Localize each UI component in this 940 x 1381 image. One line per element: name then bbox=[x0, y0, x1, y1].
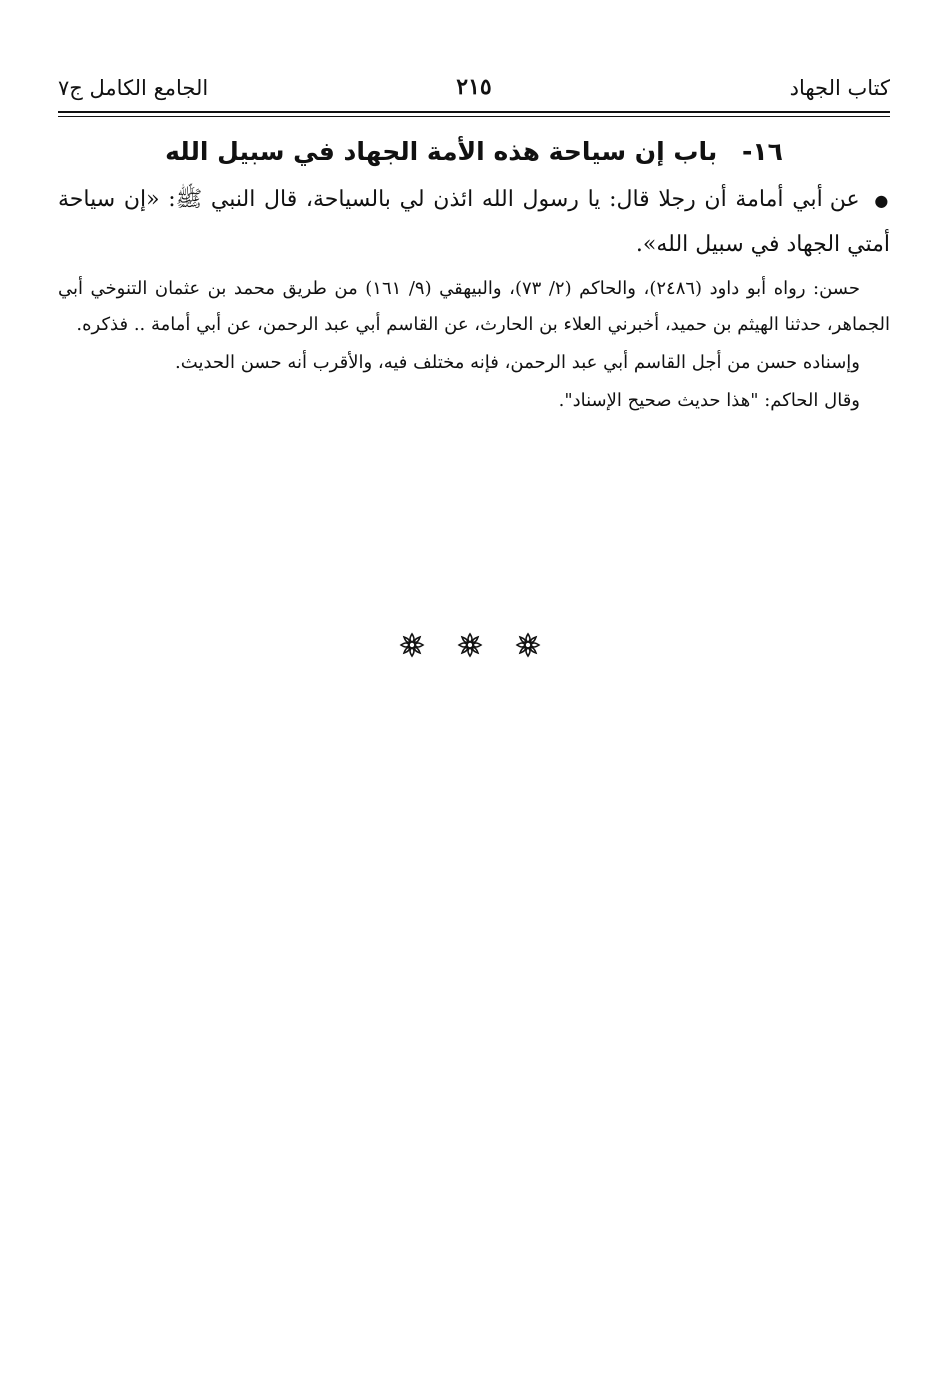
floral-ornament-icon bbox=[399, 632, 425, 658]
hadith-text bbox=[58, 178, 890, 267]
chapter-heading bbox=[58, 137, 890, 166]
floral-ornament-icon bbox=[515, 632, 541, 658]
hadith-body: عن أبي أمامة أن رجلا قال: يا رسول الله ائذن لي بالسياحة، قال النبي ﷺ: «إن سياحة أمتي الجهاد في سبيل الله». bbox=[58, 187, 890, 257]
running-header bbox=[58, 70, 890, 108]
header-rule-thin bbox=[58, 116, 890, 117]
section-title: كتاب الجهاد bbox=[789, 76, 890, 100]
book-page bbox=[58, 70, 890, 419]
book-title: الجامع الكامل ج٧ bbox=[58, 76, 209, 100]
page-number: ٢١٥ bbox=[456, 74, 492, 100]
chapter-title: باب إن سياحة هذه الأمة الجهاد في سبيل الله bbox=[165, 137, 718, 166]
chapter-number: ١٦- bbox=[741, 137, 783, 166]
bullet-icon: ● bbox=[874, 191, 890, 210]
floral-ornament-icon bbox=[457, 632, 483, 658]
takhrij-paragraph: حسن: رواه أبو داود (٢٤٨٦)، والحاكم (٢/ ٧٣)، والبيهقي (٩/ ١٦١) من طريق محمد بن عثمان التنوخي أبي الجماهر، حدثنا الهيثم بن حميد، أخبرني العلاء بن الحارث، عن القاسم أبي عبد الرحمن، عن أبي أمامة .. فذكره. bbox=[58, 278, 890, 335]
hakim-paragraph: وقال الحاكم: "هذا حديث صحيح الإسناد". bbox=[558, 390, 860, 411]
header-rule-thick bbox=[58, 111, 890, 113]
ornament-divider bbox=[399, 632, 541, 658]
isnad-paragraph: وإسناده حسن من أجل القاسم أبي عبد الرحمن، فإنه مختلف فيه، والأقرب أنه حسن الحديث. bbox=[175, 352, 860, 373]
